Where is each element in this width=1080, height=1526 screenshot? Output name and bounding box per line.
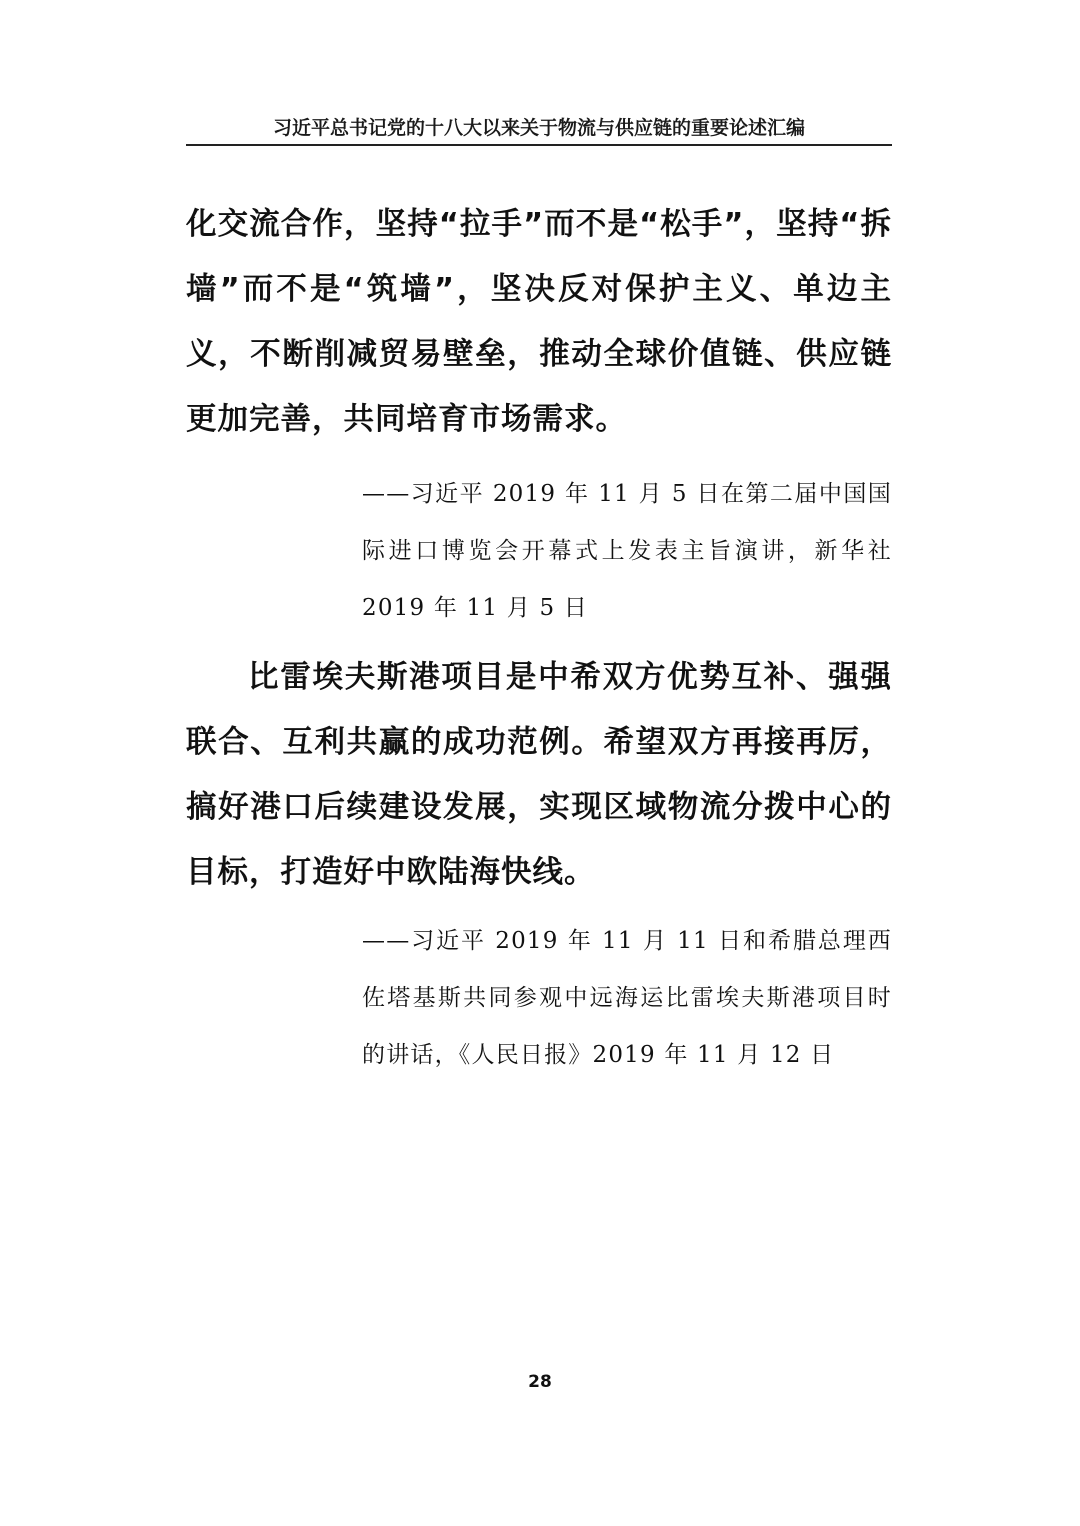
header-divider xyxy=(186,144,892,146)
quote-paragraph: 比雷埃夫斯港项目是中希双方优势互补、强强联合、互利共赢的成功范例。希望双方再接再厉，搞好港口后续建设发展，实现区域物流分拨中心的目标，打造好中欧陆海快线。 xyxy=(186,660,892,890)
running-header-title: 习近平总书记党的十八大以来关于物流与供应链的重要论述汇编 xyxy=(272,117,805,139)
page-number: 28 xyxy=(528,1372,552,1392)
quote-citation: ——习近平 2019 年 11 月 11 日和希腊总理西佐塔基斯共同参观中远海运比雷埃夫斯港项目时的讲话，《人民日报》2019 年 11 月 12 日 xyxy=(362,928,892,1068)
quote-citation: ——习近平 2019 年 11 月 5 日在第二届中国国际进口博览会开幕式上发表主旨演讲，新华社 2019 年 11 月 5 日 xyxy=(362,481,892,621)
quote-paragraph: 化交流合作，坚持“拉手”而不是“松手”，坚持“拆墙”而不是“筑墙”，坚决反对保护主义、单边主义，不断削减贸易壁垒，推动全球价值链、供应链更加完善，共同培育市场需求。 xyxy=(186,207,892,437)
